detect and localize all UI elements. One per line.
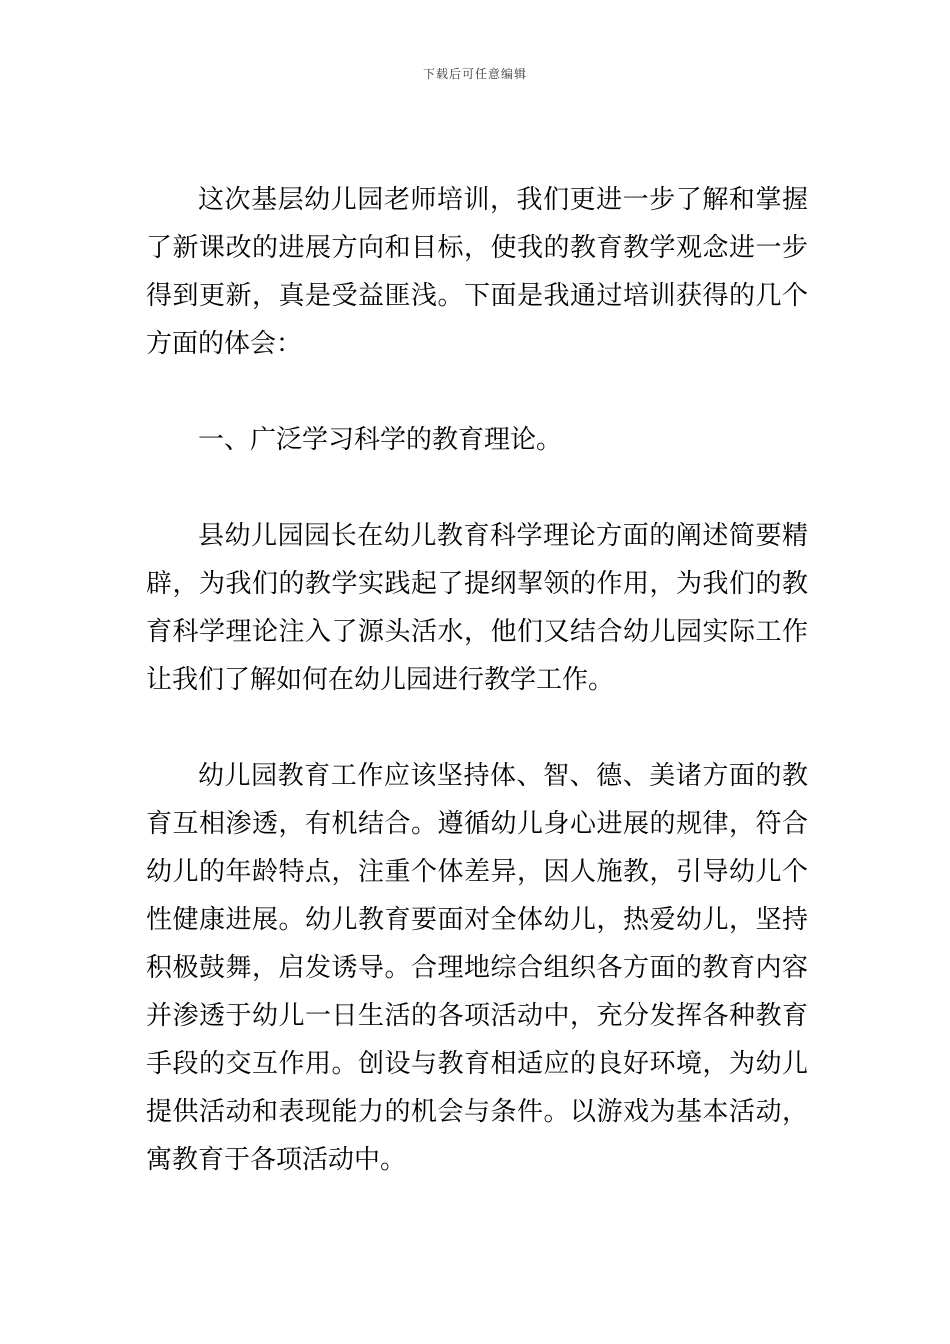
section-heading-1: 一、广泛学习科学的教育理论。	[198, 425, 563, 455]
document-body	[146, 176, 808, 1184]
paragraph-theory: 县幼儿园园长在幼儿教育科学理论方面的阐述简要精辟，为我们的教学实践起了提纲挈领的作用，为我们的教育科学理论注入了源头活水，他们又结合幼儿园实际工作让我们了解如何在幼儿园进行教学工作。	[146, 521, 808, 695]
paragraph-intro: 这次基层幼儿园老师培训，我们更进一步了解和掌握了新课改的进展方向和目标，使我的教育教学观念进一步得到更新，真是受益匪浅。下面是我通过培训获得的几个方面的体会：	[146, 185, 808, 359]
header-note: 下载后可任意编辑	[422, 67, 527, 81]
paragraph-education-work: 幼儿园教育工作应该坚持体、智、德、美诸方面的教育互相渗透，有机结合。遵循幼儿身心进展的规律，符合幼儿的年龄特点，注重个体差异，因人施教，引导幼儿个性健康进展。幼儿教育要面对全体幼儿，热爱幼儿，坚持积极鼓舞，启发诱导。合理地综合组织各方面的教育内容并渗透于幼儿一日生活的各项活动中，充分发挥各种教育手段的交互作用。创设与教育相适应的良好环境，为幼儿提供活动和表现能力的机会与条件。以游戏为基本活动，寓教育于各项活动中。	[146, 761, 808, 1175]
